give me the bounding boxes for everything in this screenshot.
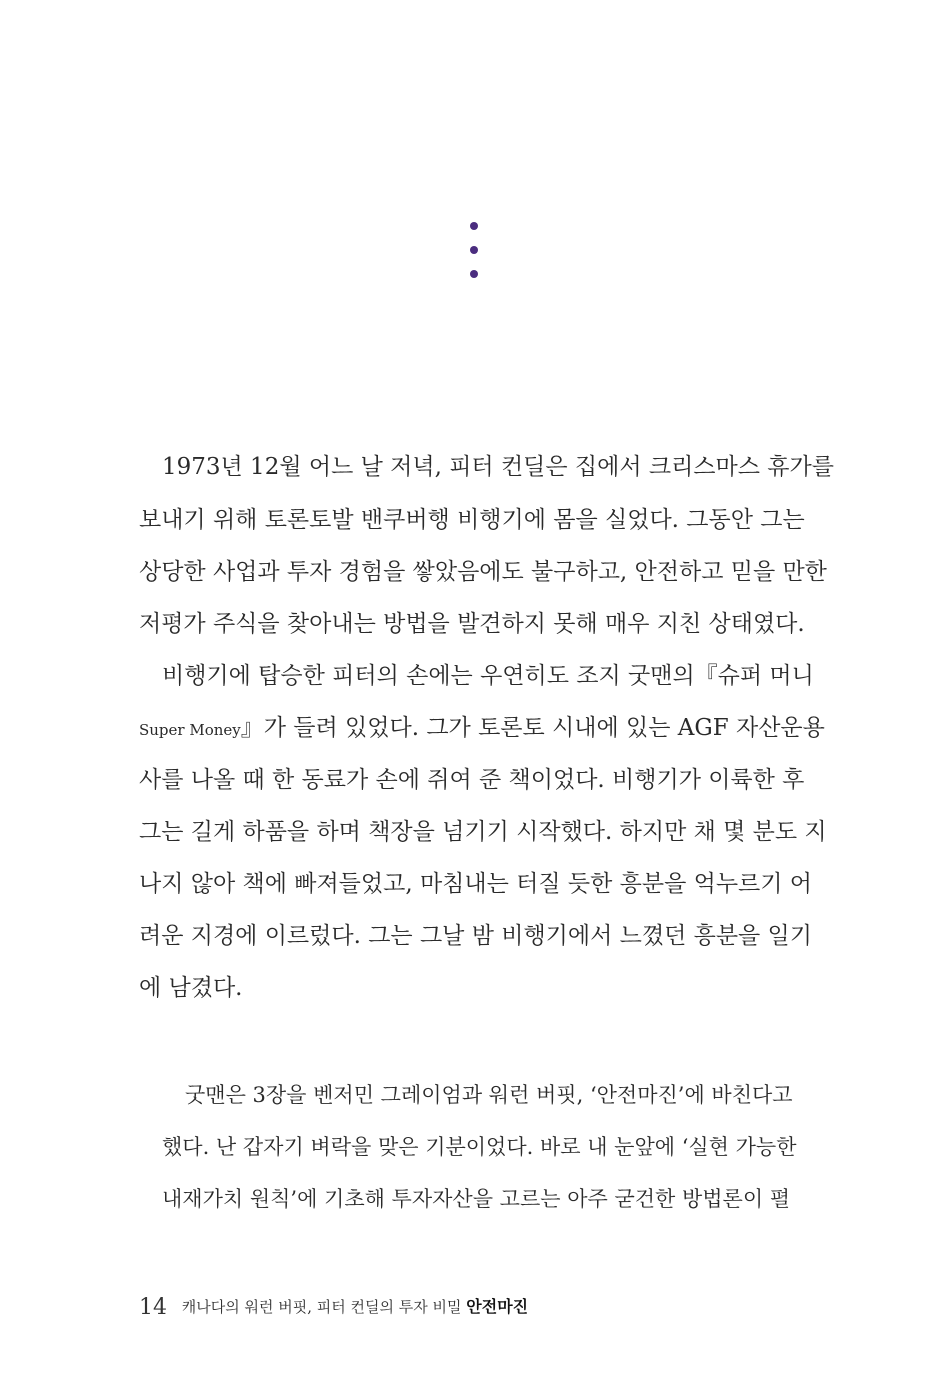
book-title-english: Super Money [139, 721, 241, 739]
paragraph-2-line-4: 그는 길게 하품을 하며 책장을 넘기기 시작했다. 하지만 채 몇 분도 지 [139, 819, 827, 845]
paragraph-1-line-2: 보내기 위해 토론토발 밴쿠버행 비행기에 몸을 실었다. 그동안 그는 [139, 507, 805, 533]
ornament-dot-icon [470, 222, 478, 230]
section-divider-dots-icon [468, 222, 480, 294]
running-book-title: 캐나다의 워런 버핏, 피터 컨딜의 투자 비밀 [181, 1298, 462, 1316]
ornament-dot-icon [470, 246, 478, 254]
paragraph-2-line-1: 비행기에 탑승한 피터의 손에는 우연히도 조지 굿맨의『슈퍼 머니 [162, 663, 814, 689]
paragraph-2-line-7: 에 남겼다. [139, 975, 243, 1001]
paragraph-2-line-2 [139, 713, 825, 745]
quote-line-3: 내재가치 원칙’에 기초해 투자자산을 고르는 아주 굳건한 방법론이 펼 [162, 1187, 791, 1211]
paragraph-1-line-1: 1973년 12월 어느 날 저녁, 피터 컨딜은 집에서 크리스마스 휴가를 [162, 454, 834, 480]
paragraph-2-line-6: 려운 지경에 이르렀다. 그는 그날 밤 비행기에서 느꼈던 흥분을 일기 [139, 923, 812, 949]
quote-line-2: 했다. 난 갑자기 벼락을 맞은 기분이었다. 바로 내 눈앞에 ‘실현 가능한 [162, 1135, 797, 1159]
quote-line-1: 굿맨은 3장을 벤저민 그레이엄과 워런 버핏, ‘안전마진’에 바친다고 [185, 1083, 793, 1107]
paragraph-2-line-5: 나지 않아 책에 빠져들었고, 마침내는 터질 듯한 흥분을 억누르기 어 [139, 871, 812, 897]
paragraph-1-line-4: 저평가 주식을 찾아내는 방법을 발견하지 못해 매우 지친 상태였다. [139, 611, 805, 637]
paragraph-2-line-3: 사를 나올 때 한 동료가 손에 쥐여 준 책이었다. 비행기가 이륙한 후 [139, 767, 805, 793]
paragraph-2-line-2-text: 』가 들려 있었다. 그가 토론토 시내에 있는 AGF 자산운용 [240, 715, 825, 741]
paragraph-1-line-3: 상당한 사업과 투자 경험을 쌓았음에도 불구하고, 안전하고 믿을 만한 [139, 559, 827, 585]
ornament-dot-icon [470, 270, 478, 278]
page-footer [139, 1295, 528, 1320]
running-book-title-bold: 안전마진 [466, 1297, 529, 1316]
page-number: 14 [139, 1295, 167, 1320]
